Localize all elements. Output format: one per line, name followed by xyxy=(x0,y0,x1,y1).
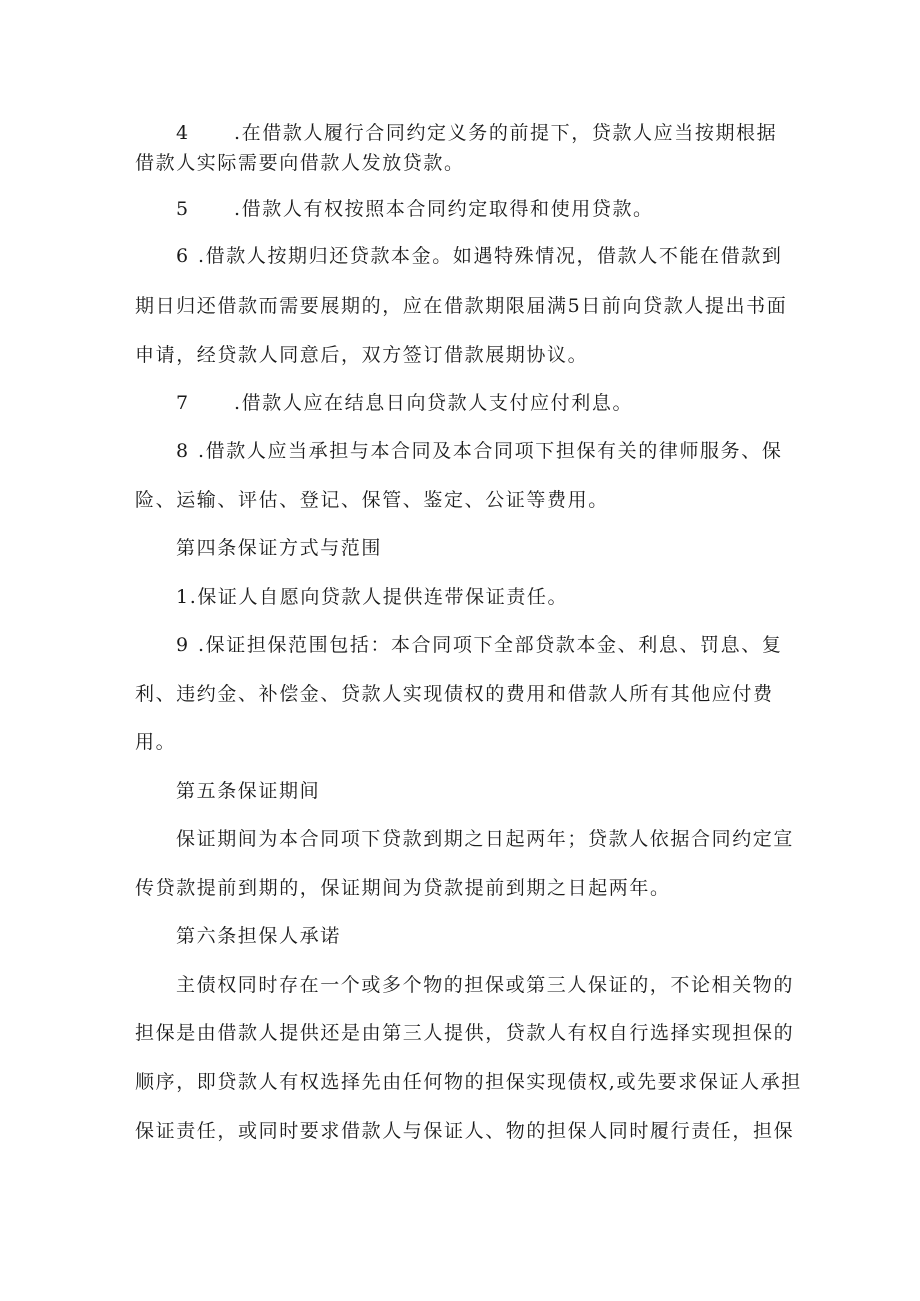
period-line-1: 保证期间为本合同项下贷款到期之日起两年；贷款人依据合同约定宣 xyxy=(176,828,795,850)
promise-line-1: 主债权同时存在一个或多个物的担保或第三人保证的，不论相关物的 xyxy=(176,974,795,996)
item-number: 4 xyxy=(176,122,190,144)
item-number: 7 xyxy=(176,392,190,414)
guarantee-item-9-line-1 xyxy=(176,632,782,658)
section-heading-4: 第四条保证方式与范围 xyxy=(176,537,383,559)
item-text: .借款人应在结息日向贷款人支付应付利息。 xyxy=(234,392,634,414)
paragraph-5-line-1 xyxy=(176,196,654,222)
paragraph-6-line-2: 期日归还借款而需要展期的，应在借款期限届满5日前向贷款人提出书面 xyxy=(135,295,788,317)
promise-line-2: 担保是由借款人提供还是由第三人提供，贷款人有权自行选择实现担保的 xyxy=(135,1022,795,1044)
item-text: .借款人按期归还贷款本金。如遇特殊情况，借款人不能在借款到 xyxy=(198,245,783,267)
item-text: .借款人应当承担与本合同及本合同项下担保有关的律师服务、保 xyxy=(198,440,783,462)
paragraph-6-line-1 xyxy=(176,243,782,269)
guarantee-item-9-line-3: 用。 xyxy=(135,731,177,753)
item-text: .在借款人履行合同约定义务的前提下，贷款人应当按期根据 xyxy=(234,122,778,144)
promise-line-3: 顺序，即贷款人有权选择先由任何物的担保实现债权,或先要求保证人承担 xyxy=(135,1071,802,1093)
paragraph-6-line-3: 申请，经贷款人同意后，双方签订借款展期协议。 xyxy=(135,344,589,366)
section-heading-5: 第五条保证期间 xyxy=(176,780,321,802)
section-heading-6: 第六条担保人承诺 xyxy=(176,925,341,947)
paragraph-8-line-2: 险、运输、评估、登记、保管、鉴定、公证等费用。 xyxy=(135,489,609,511)
paragraph-7-line-1 xyxy=(176,390,633,416)
period-line-2: 传贷款提前到期的，保证期间为贷款提前到期之日起两年。 xyxy=(135,877,671,899)
guarantee-item-9-line-2: 利、违约金、补偿金、贷款人实现债权的费用和借款人所有其他应付费 xyxy=(135,683,774,705)
paragraph-4-line-1 xyxy=(176,120,777,146)
guarantee-item-1: 1.保证人自愿向贷款人提供连带保证责任。 xyxy=(176,586,569,608)
paragraph-4-line-2: 借款人实际需要向借款人发放贷款。 xyxy=(135,152,465,174)
promise-line-4: 保证责任，或同时要求借款人与保证人、物的担保人同时履行责任，担保 xyxy=(135,1120,795,1142)
item-number: 8 xyxy=(176,440,190,462)
item-number: 5 xyxy=(176,198,190,220)
item-number: 6 xyxy=(176,245,190,267)
item-text: .借款人有权按照本合同约定取得和使用贷款。 xyxy=(234,198,654,220)
paragraph-8-line-1 xyxy=(176,438,782,464)
item-number: 9 xyxy=(176,634,190,656)
item-text: .保证担保范围包括：本合同项下全部贷款本金、利息、罚息、复 xyxy=(198,634,783,656)
